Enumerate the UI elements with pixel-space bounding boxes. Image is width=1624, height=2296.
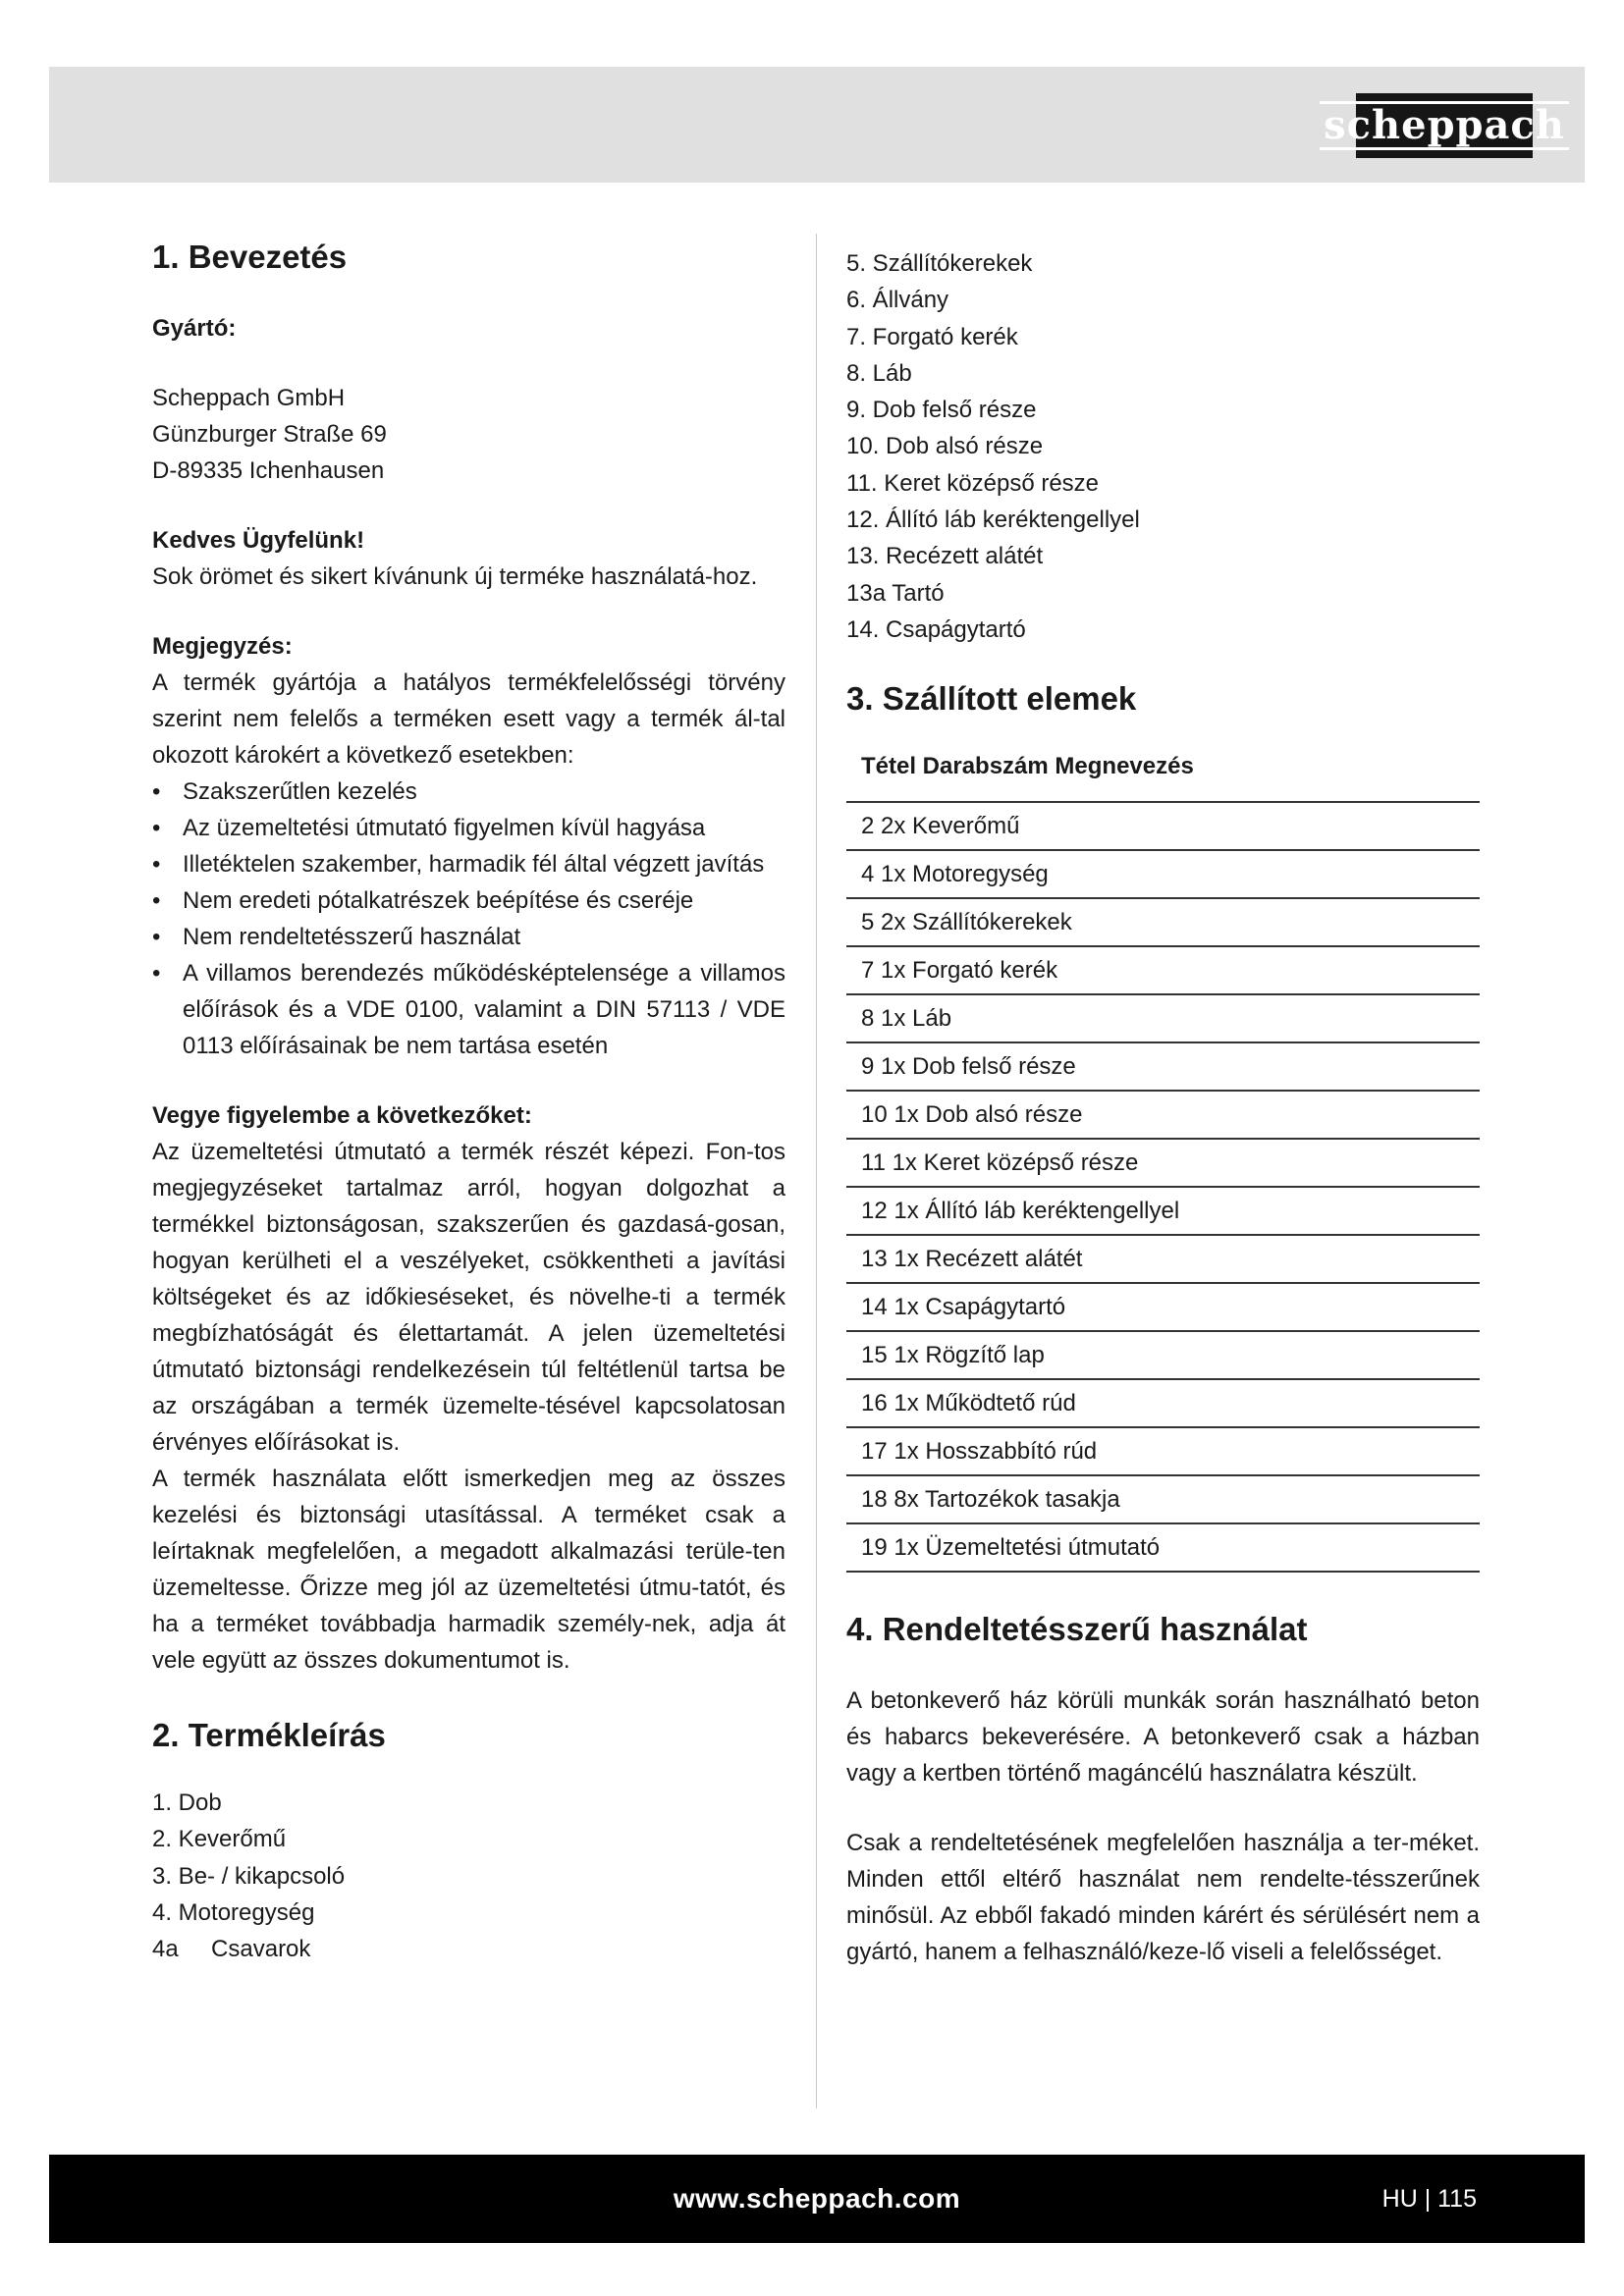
list-item: 12. Állító láb keréktengellyel	[846, 507, 1140, 534]
table-row: 16 1x Működtető rúd	[846, 1380, 1480, 1428]
delivery-table	[846, 752, 1480, 1573]
table-row: 13 1x Recézett alátét	[846, 1236, 1480, 1284]
address-line: Scheppach GmbH	[152, 385, 346, 411]
intended-use-text-2: Csak a rendeltetésének megfelelően használja a ter-méket. Minden ettől eltérő használat nem rendelte-tésszerűnek minősül. Az ebből fakadó minden kárért és sérülésért nem a gyártó, hanem a felhasználó/keze-lő viseli a felelősséget.	[846, 1830, 1480, 1966]
page-footer	[49, 2155, 1585, 2243]
list-item: 6. Állvány	[846, 287, 949, 314]
list-item: • Az üzemeltetési útmutató figyelmen kívül hagyása	[152, 810, 785, 846]
liability-exclusions-list	[152, 774, 785, 1064]
footer-url: www.scheppach.com	[673, 2183, 961, 2214]
note-title: Megjegyzés:	[152, 633, 293, 660]
list-item: 13a Tartó	[846, 579, 945, 607]
logo-text: scheppach	[1320, 101, 1569, 150]
list-item: 2. Keverőmű	[152, 1826, 287, 1853]
list-item: 11. Keret középső része	[846, 469, 1100, 497]
greeting-text: Sok örömet és sikert kívánunk új terméke használatá-hoz.	[152, 563, 758, 590]
list-item: 5. Szállítókerekek	[846, 250, 1033, 277]
section-4-title: 4. Rendeltetésszerű használat	[846, 1611, 1308, 1648]
scheppach-logo	[1324, 93, 1565, 158]
section-2-title: 2. Termékleírás	[152, 1717, 386, 1753]
consider-text-2: A termék használata előtt ismerkedjen meg az összes kezelési és biztonsági utasítással. A terméket csak a leírtaknak megfelelően, a megadott alkalmazási terüle-ten üzemeltesse. Őrizze meg jól az üzemeltetési útmu-tatót, és ha a terméket továbbadja harmadik személy-nek, adja át vele együtt az összes dokumentumot is.	[152, 1466, 785, 1674]
consider-text-1: Az üzemeltetési útmutató a termék részét képezi. Fon-tos megjegyzéseket tartalmaz arról, hogyan dolgozhat a termékkel biztonságosan, szakszerűen és gazdasá-gosan, hogyan kerülheti el a veszélyeket, csökkentheti a javítási költségeket és az időkieséseket, és növelhe-ti a termék megbízhatóságát és élettartamát. A jelen üzemeltetési útmutató biztonsági rendelkezésein túl feltétlenül tartsa be az országában a termék üzemelte-tésével kapcsolatosan érvényes előírásokat is.	[152, 1139, 785, 1456]
table-row: 8 1x Láb	[846, 995, 1480, 1043]
list-item: 9. Dob felső része	[846, 397, 1037, 424]
list-item: • A villamos berendezés működésképtelensége a villamos előírások és a VDE 0100, valamint a DIN 57113 / VDE 0113 előírásainak be nem tartása esetén	[152, 955, 785, 1064]
list-item: • Nem eredeti pótalkatrészek beépítése és cseréje	[152, 882, 785, 919]
table-row: 5 2x Szállítókerekek	[846, 899, 1480, 947]
list-item: 7. Forgató kerék	[846, 323, 1018, 350]
table-row: 9 1x Dob felső része	[846, 1043, 1480, 1092]
list-item: 4a Csavarok	[152, 1936, 311, 1963]
section-1-title: 1. Bevezetés	[152, 239, 348, 275]
list-item: 3. Be- / kikapcsoló	[152, 1862, 346, 1890]
list-item: 10. Dob alsó része	[846, 433, 1044, 460]
page-number: HU | 115	[1381, 2185, 1477, 2213]
list-item: 8. Láb	[846, 359, 912, 387]
table-row: 18 8x Tartozékok tasakja	[846, 1476, 1480, 1524]
section-3-title: 3. Szállított elemek	[846, 680, 1137, 718]
address-line: D-89335 Ichenhausen	[152, 457, 385, 484]
intended-use-text-1: A betonkeverő ház körüli munkák során használható beton és habarcs bekeverésére. A betonkeverő csak a házban vagy a kertben történő magáncélú használatra készült.	[846, 1687, 1480, 1788]
table-row: 12 1x Állító láb keréktengellyel	[846, 1188, 1480, 1236]
list-item: • Illetéktelen szakember, harmadik fél által végzett javítás	[152, 846, 785, 882]
table-header: Tétel Darabszám Megnevezés	[846, 752, 1480, 803]
parts-list-right	[846, 245, 1480, 648]
list-item: 14. Csapágytartó	[846, 615, 1026, 643]
list-item: 4. Motoregység	[152, 1898, 315, 1926]
consider-title: Vegye figyelembe a következőket:	[152, 1102, 532, 1129]
manufacturer-label: Gyártó:	[152, 315, 237, 342]
table-row: 14 1x Csapágytartó	[846, 1284, 1480, 1332]
table-row: 15 1x Rögzítő lap	[846, 1332, 1480, 1380]
list-item: • Szakszerűtlen kezelés	[152, 774, 785, 810]
table-row: 7 1x Forgató kerék	[846, 947, 1480, 995]
greeting-title: Kedves Ügyfelünk!	[152, 527, 365, 554]
left-column	[152, 238, 785, 1967]
note-text: A termék gyártója a hatályos termékfelelősségi törvény szerint nem felelős a terméken esett vagy a termék ál-tal okozott károkért a következő esetekben:	[152, 669, 785, 769]
list-item: 13. Recézett alátét	[846, 543, 1044, 570]
table-row: 19 1x Üzemeltetési útmutató	[846, 1524, 1480, 1573]
right-column	[846, 245, 1480, 1970]
manufacturer-address	[152, 380, 785, 489]
list-item: • Nem rendeltetésszerű használat	[152, 919, 785, 955]
column-divider	[816, 234, 817, 2109]
table-row: 2 2x Keverőmű	[846, 803, 1480, 851]
list-item: 1. Dob	[152, 1789, 222, 1816]
table-row: 10 1x Dob alsó része	[846, 1092, 1480, 1140]
parts-list-left	[152, 1785, 785, 1967]
table-row: 17 1x Hosszabbító rúd	[846, 1428, 1480, 1476]
table-row: 11 1x Keret középső része	[846, 1140, 1480, 1188]
address-line: Günzburger Straße 69	[152, 421, 387, 448]
table-row: 4 1x Motoregység	[846, 851, 1480, 899]
